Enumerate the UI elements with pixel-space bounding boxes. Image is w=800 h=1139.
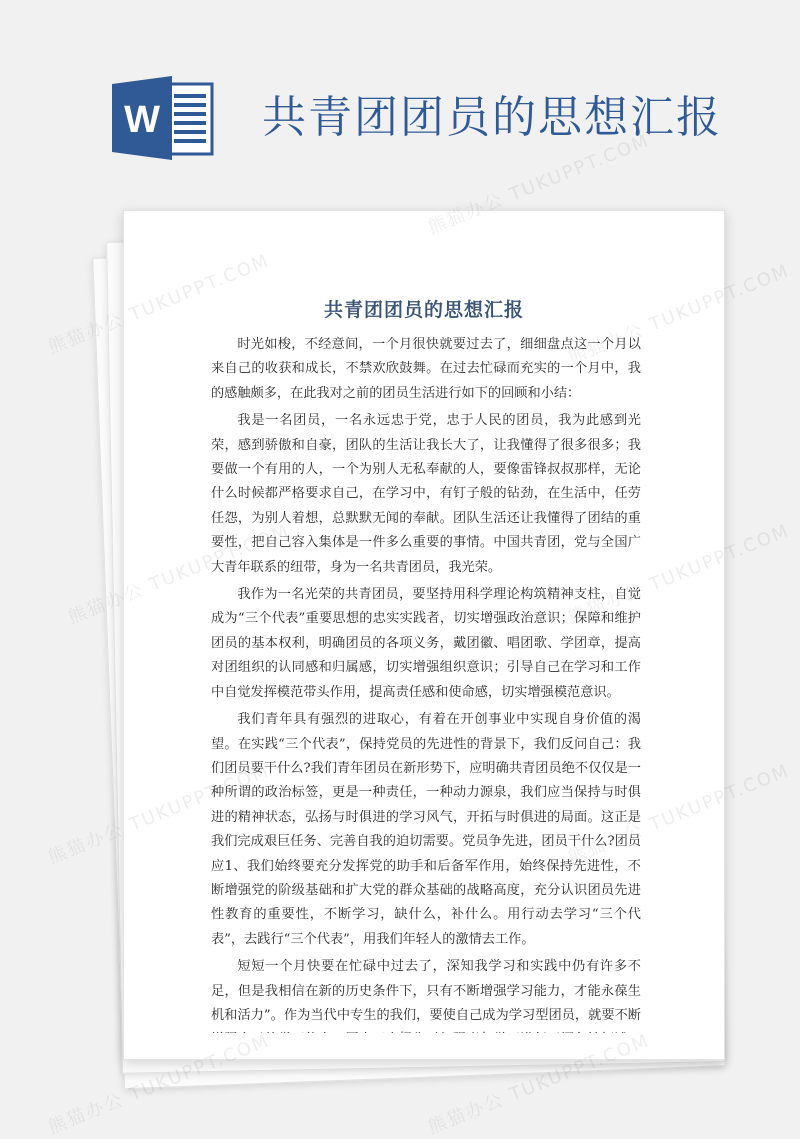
- document-title: 共青团团员的思想汇报: [323, 299, 524, 321]
- watermark: 熊猫办公: [45, 309, 128, 359]
- paragraph: 我是一名团员，一名永远忠于党，忠于人民的团员，我为此感到光荣，感到骄傲和自豪，团队的生活让我长大了，让我懂得了很多很多；我要做一个有用的人，一个为别人无私奉献的人，要像雷锋叔叔那样，无论什么时候都严格要求自己，在学习中，有钉子般的钻劲，在生活中，任劳任怨，为别人着想，总默默无闻的奉献。团队生活还让我懂得了团结的重要性，把自己容入集体是一件多么重要的事情。中国共青团，党与全国广大青年联系的纽带，身为一名共青团员，我光荣。: [211, 413, 641, 575]
- word-document-icon: [110, 76, 218, 160]
- paragraph: 时光如梭，不经意间，一个月很快就要过去了，细细盘点这一个月以来自己的收获和成长，不禁欢欣鼓舞。在过去忙碌而充实的一个月中，我的感触颇多，在此我对之前的团员生活进行如下的回顾和小结：: [211, 337, 641, 401]
- watermark: 熊猫办公: [45, 1089, 128, 1139]
- watermark: 熊猫办公 TUKUPPT.COM: [425, 130, 653, 239]
- paragraph: 我们青年具有强烈的进取心，有着在开创事业中实现自身价值的渴望。在实践“三个代表”，保持党员的先进性的背景下，我们反问自己：我们团员要干什么?我们青年团员在新形势下，应明确共青团员绝不仅仅是一种所谓的政治标签，更是一种责任，一种动力源泉，我们应当保持与时俱进的精神状态，弘扬与时俱进的学习风气，开拓与时俱进的局面。这正是我们完成艰巨任务、完善自我的迫切需要。党员争先进，团员干什么?团员应1、我们始终要充分发挥党的助手和后备军作用，始终保持先进性，不断增强党的阶级基础和扩大党的群众基础的战略高度，充分认识团员先进性教育的重要性，不断学习，缺什么，补什么。用行动去学习“三个代表”，去践行“三个代表”，用我们年轻人的激情去工作。: [211, 712, 641, 947]
- header-title: 共青团团员的思想汇报: [262, 92, 722, 143]
- paragraph: 短短一个月快要在忙碌中过去了，深知我学习和实践中仍有许多不足，但是我相信在新的历史条件下，只有不断增强学习能力，才能永葆生机和活力”。作为当代中专生的我们，要使自己成为学习型团员，就要不断: [211, 959, 641, 1023]
- word-icon-letter: W: [124, 99, 160, 141]
- document-body: [211, 333, 641, 1033]
- document-page: [123, 210, 725, 1060]
- page-header: [0, 0, 800, 200]
- paragraph: 我作为一名光荣的共青团员，要坚持用科学理论构筑精神支柱，自觉成为“三个代表”重要思想的忠实实践者，切实增强政治意识；保障和维护团员的基本权利，明确团员的各项义务，戴团徽、唱团歌、学团章，提高对团组织的认同感和归属感，切实增强组织意识；引导自己在学习和工作中自觉发挥模范带头作用，提高责任感和使命感，切实增强模范意识。: [211, 587, 641, 700]
- watermark: 熊猫办公 TUKUPPT.COM: [425, 1030, 653, 1139]
- watermark: 熊猫办公: [45, 819, 128, 869]
